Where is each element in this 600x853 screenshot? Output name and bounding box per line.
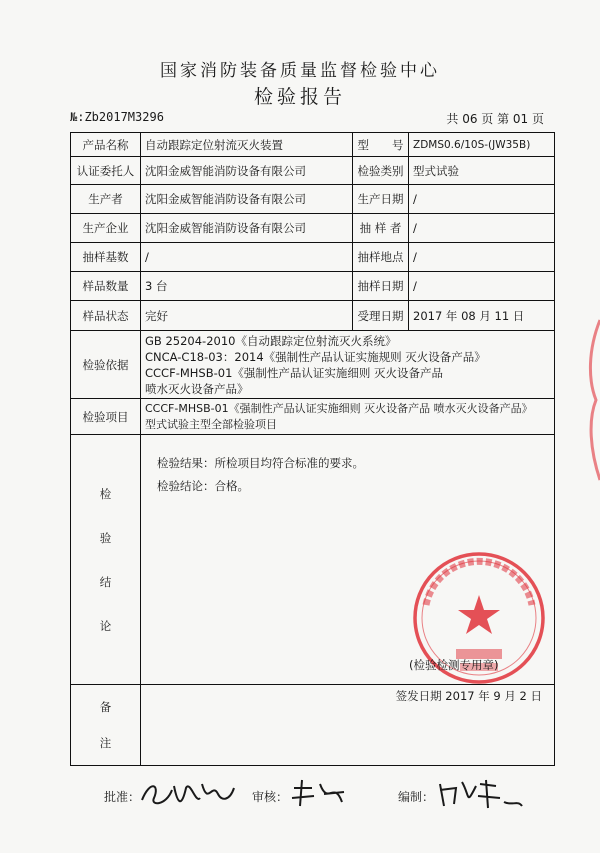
document-title: 检验报告 xyxy=(253,86,346,108)
accept-date-label: 受理日期 xyxy=(353,301,409,331)
seal-caption: (检验检测专用章) xyxy=(409,658,499,672)
approver-signature xyxy=(138,776,238,812)
compile-label: 编制： xyxy=(398,790,435,804)
sample-place-label: 抽样地点 xyxy=(353,243,409,272)
report-table xyxy=(70,132,555,766)
product-name-label: 产品名称 xyxy=(71,133,141,157)
inspection-result: 检验结果：所检项目均符合标准的要求。 xyxy=(157,456,364,470)
sample-qty-label: 样品数量 xyxy=(71,272,141,301)
manufacturer-label: 生产企业 xyxy=(71,214,141,243)
producer-label: 生产者 xyxy=(71,185,141,214)
client-label: 认证委托人 xyxy=(71,157,141,185)
conclusion-label-char: 检 xyxy=(99,486,112,501)
report-number: №:Zb2017M3296 xyxy=(70,110,164,124)
items-line: 型式试验主型全部检验项目 xyxy=(145,417,277,431)
sampler-label: 抽 样 者 xyxy=(353,214,409,243)
remarks-label-char: 注 xyxy=(99,736,112,750)
issue-date: 签发日期 2017 年 9 月 2 日 xyxy=(395,689,542,703)
reviewer-signature xyxy=(288,776,348,812)
sample-state-value: 完好 xyxy=(141,301,353,331)
items-line: CCCF-MHSB-01《强制性产品认证实施细则 灭火设备产品 喷水灭火设备产品》 xyxy=(145,401,533,415)
product-name-value: 自动跟踪定位射流灭火装置 xyxy=(141,133,353,157)
items-value xyxy=(141,399,555,435)
production-date-label: 生产日期 xyxy=(353,185,409,214)
sample-state-label: 样品状态 xyxy=(71,301,141,331)
edge-seal-fragment xyxy=(586,320,600,480)
page-info: 共 06 页 第 01 页 xyxy=(446,112,544,126)
sample-date-value: / xyxy=(409,272,555,301)
inspection-type-value: 型式试验 xyxy=(409,157,555,185)
inspection-type-label: 检验类别 xyxy=(353,157,409,185)
sample-base-value: / xyxy=(141,243,353,272)
conclusion-label-char: 论 xyxy=(99,618,112,633)
compiler-signature xyxy=(436,776,526,812)
sample-qty-value: 3 台 xyxy=(141,272,353,301)
remarks-label xyxy=(71,685,141,766)
conclusion-label-char: 结 xyxy=(99,574,112,589)
inspection-conclusion: 检验结论：合格。 xyxy=(157,479,249,493)
review-label: 审核： xyxy=(252,790,289,804)
conclusion-label-char: 验 xyxy=(99,530,112,545)
production-date-value: / xyxy=(409,185,555,214)
sample-date-label: 抽样日期 xyxy=(353,272,409,301)
sample-base-label: 抽样基数 xyxy=(71,243,141,272)
model-label: 型 号 xyxy=(353,133,409,157)
basis-line: CCCF-MHSB-01《强制性产品认证实施细则 灭火设备产品 xyxy=(145,365,444,380)
model-value: ZDMS0.6/10S-(JW35B) xyxy=(409,133,555,157)
sampler-value: / xyxy=(409,214,555,243)
basis-line: CNCA-C18-03：2014《强制性产品认证实施规则 灭火设备产品》 xyxy=(145,349,486,364)
basis-value xyxy=(141,331,555,399)
organization-name: 国家消防装备质量监督检验中心 xyxy=(160,61,440,81)
basis-line: GB 25204-2010《自动跟踪定位射流灭火系统》 xyxy=(145,333,397,348)
conclusion-cell xyxy=(141,435,555,703)
conclusion-label xyxy=(71,435,141,685)
client-value: 沈阳金威智能消防设备有限公司 xyxy=(141,157,353,185)
signature-row xyxy=(0,780,600,820)
accept-date-value: 2017 年 08 月 11 日 xyxy=(409,301,555,331)
producer-value: 沈阳金威智能消防设备有限公司 xyxy=(141,185,353,214)
basis-line: 喷水灭火设备产品》 xyxy=(145,381,249,396)
manufacturer-value: 沈阳金威智能消防设备有限公司 xyxy=(141,214,353,243)
items-label: 检验项目 xyxy=(71,399,141,435)
sample-place-value: / xyxy=(409,243,555,272)
approve-label: 批准： xyxy=(104,790,141,804)
remarks-label-char: 备 xyxy=(99,700,112,714)
basis-label: 检验依据 xyxy=(71,331,141,399)
